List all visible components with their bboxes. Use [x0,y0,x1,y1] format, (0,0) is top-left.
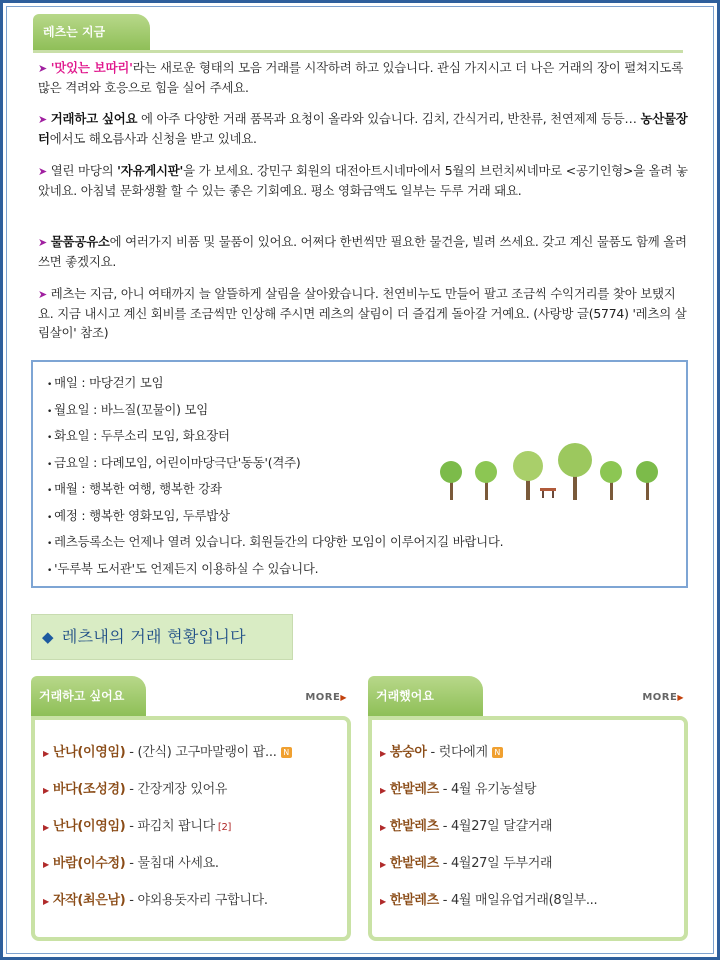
item-title: - 4월 유기농설탕 [438,782,537,797]
bullet-arrow-icon: ▶ [43,823,49,832]
done-trade-panel [368,676,688,941]
tree-icon [636,461,658,500]
list-item[interactable] [43,734,292,771]
schedule-item-text: 예정 : 행복한 영화모임, 두루밥상 [54,507,230,523]
schedule-item-text: '두루북 도서관'도 언제든지 이용하실 수 있습니다. [54,560,319,576]
header-underline [33,50,683,53]
want-trade-box [31,716,351,941]
item-title: - (간식) 고구마말랭이 팝... [125,745,277,760]
schedule-item [47,450,503,477]
tree-icon [475,461,497,500]
more-link[interactable] [305,692,347,703]
paragraph-text: 에 여러가지 비품 및 물품이 있어요. 어쩌다 한번씩만 필요한 물건을, 빌려 쓰세요. 갖고 계신 물품도 함께 올려쓰면 좋겠지요. [38,234,687,269]
schedule-item [47,556,503,583]
more-link[interactable] [642,692,684,703]
trade-want-link[interactable]: 거래하고 싶어요 [50,111,138,126]
bullet-icon: • [47,433,53,443]
schedule-item-text: 레츠등록소는 언제나 열려 있습니다. 회원들간의 다양한 모임이 이루어지길 바랍니다. [54,534,504,549]
done-trade-tab[interactable]: 거래했어요 [368,676,483,716]
diamond-icon: ◆ [42,628,54,646]
schedule-box [31,360,688,588]
share-store-link[interactable]: 물품공유소 [50,234,110,249]
schedule-item-text: 월요일 : 바느질(꼬물이) 모임 [54,401,209,417]
member-name: 봉숭아 [389,745,427,760]
arrow-icon: ➤ [38,288,48,301]
header-tab-title: 레츠는 지금 [33,14,150,50]
bullet-arrow-icon: ▶ [43,786,49,795]
free-board-link[interactable]: '자유게시판' [117,163,184,178]
bullet-icon: • [47,486,53,496]
schedule-item-text: 금요일 : 다례모임, 어린이마당극단'동동'(격주) [54,454,301,470]
bullet-icon: • [47,539,53,549]
section-title: 레츠내의 거래 현황입니다 [61,627,246,646]
item-title: - 물침대 사세요. [125,856,219,871]
bullet-arrow-icon: ▶ [380,749,386,758]
want-trade-panel [31,676,351,941]
schedule-item [47,503,503,530]
item-title: - 4월 매일유업거래(8일부... [438,893,598,908]
tree-icon [513,451,543,500]
paragraph-text: 레츠는 지금, 아니 여태까지 늘 알뜰하게 살림을 살아왔습니다. 천연비누도 만들어 팔고 조금씩 수익거리를 찾아 보탰지요. 지금 내시고 계신 회비를 조금씩만 인상해 주시면 레츠의 살림이 더 즐겁게 돌아갈 거예요. (사랑방 글(5774) '레츠의 살림살이' 참조) [38,286,687,340]
member-name: 난나(이영임) [52,745,126,760]
schedule-item-text: 매일 : 마당걷기 모임 [54,375,164,390]
item-title: - 4월27일 두부거래 [438,856,553,871]
list-item[interactable] [380,808,597,845]
want-trade-tab[interactable]: 거래하고 싶어요 [31,676,146,716]
new-badge-icon: N [492,747,503,758]
want-trade-list [43,734,292,919]
done-trade-box [368,716,688,941]
triangle-right-icon: ▶ [340,693,347,702]
bullet-arrow-icon: ▶ [380,786,386,795]
triangle-right-icon: ▶ [677,693,684,702]
list-item[interactable] [43,845,292,882]
schedule-item-text: 화요일 : 두루소리 모임, 화요장터 [54,428,230,443]
bullet-icon: • [47,459,53,470]
schedule-item-text: 매월 : 행복한 여행, 행복한 강좌 [54,481,222,496]
new-badge-icon: N [281,747,292,758]
member-name: 한밭레츠 [389,856,439,871]
highlight-link[interactable]: '맛있는 보따리' [50,60,133,75]
schedule-item [47,476,503,503]
schedule-item [47,423,503,450]
bullet-arrow-icon: ▶ [380,860,386,869]
member-name: 한밭레츠 [389,819,439,834]
bullet-icon: • [47,406,53,417]
bullet-icon: • [47,512,53,523]
member-name: 바다(조성경) [52,782,126,797]
tree-icon [600,461,622,500]
paragraph-share [38,232,688,271]
member-name: 한밭레츠 [389,782,439,797]
list-item[interactable] [43,882,292,919]
paragraph-moeum [38,58,688,97]
bench-icon [540,488,556,498]
list-item[interactable] [380,734,597,771]
paragraph-text: 을 가 보세요. 강민구 회원의 대전아트시네마에서 5월의 브런치씨네마로 <공기인형>을 올려 놓았네요. 아침녘 문화생활 할 수 있는 좋은 기회예요. 평소 영화금액도 일부는 두루 거래 돼요. [38,163,688,198]
list-item[interactable] [380,845,597,882]
list-item[interactable] [43,808,292,845]
item-title: - 럿다에게 [426,745,488,760]
more-label: MORE [305,692,341,703]
paragraph-text: 에 아주 다양한 거래 품목과 요청이 올라와 있습니다. 김치, 간식거리, 반찬류, 천연제제 등등… [137,111,637,126]
list-item[interactable] [380,882,597,919]
comment-count: [2] [217,822,232,833]
farm-market-link[interactable]: 농산물장터 [38,111,688,146]
bullet-arrow-icon: ▶ [43,860,49,869]
paragraph-budget [38,284,688,342]
paragraph-text: 라는 새로운 형태의 모음 거래를 시작하려 하고 있습니다. 관심 가지시고 더 나은 거래의 장이 펼쳐지도록 많은 격려와 호응으로 힘을 실어 주세요. [38,60,684,95]
done-trade-list [380,734,597,919]
bullet-arrow-icon: ▶ [43,897,49,906]
more-label: MORE [642,692,678,703]
item-title: - 파김치 팝니다 [125,819,215,834]
arrow-icon: ➤ [38,236,48,249]
bullet-icon: • [47,565,53,576]
schedule-item [47,370,503,397]
trade-status-heading [31,614,293,660]
item-title: - 4월27일 달걀거래 [438,819,553,834]
tree-icon [440,461,462,500]
bullet-arrow-icon: ▶ [43,749,49,758]
member-name: 자작(최은남) [52,893,126,908]
bullet-arrow-icon: ▶ [380,897,386,906]
schedule-item [47,529,503,556]
arrow-icon: ➤ [38,62,48,75]
schedule-list [47,370,503,582]
paragraph-board [38,161,688,200]
list-item[interactable] [380,771,597,808]
member-name: 바람(이수정) [52,856,126,871]
member-name: 한밭레츠 [389,893,439,908]
trees-illustration [438,442,663,502]
item-title: - 야외용돗자리 구합니다. [125,893,268,908]
tree-icon [558,443,592,500]
paragraph-text: 에서도 해오름사과 신청을 받고 있네요. [49,131,257,146]
paragraph-trade [38,109,688,148]
bullet-arrow-icon: ▶ [380,823,386,832]
arrow-icon: ➤ [38,113,48,126]
schedule-item [47,397,503,424]
item-title: - 간장게장 있어유 [125,782,228,797]
list-item[interactable] [43,771,292,808]
paragraph-text: 열린 마당의 [47,163,118,178]
arrow-icon: ➤ [38,165,48,178]
member-name: 난나(이영임) [52,819,126,834]
bullet-icon: • [47,380,53,390]
